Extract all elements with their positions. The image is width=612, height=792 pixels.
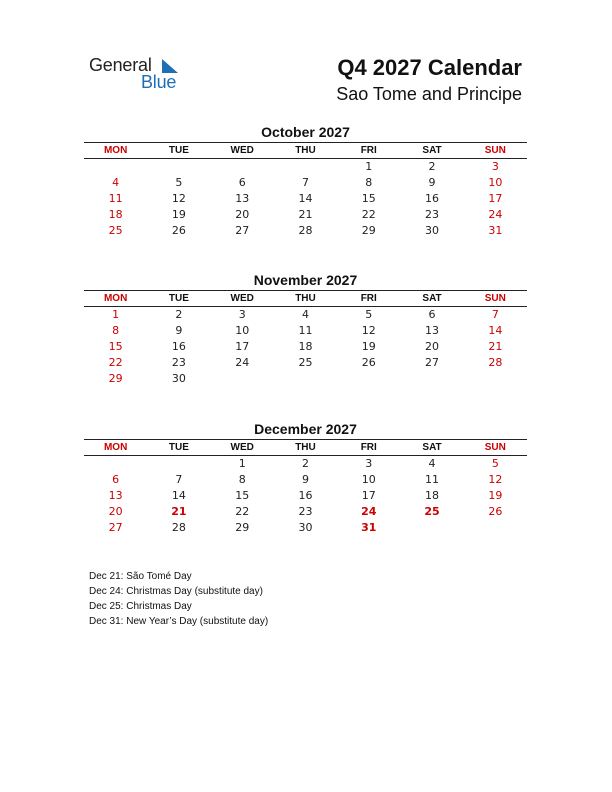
day-cell: 6 bbox=[238, 176, 246, 189]
day-cell: 22 bbox=[235, 505, 250, 518]
empty-day-cell bbox=[147, 456, 210, 472]
day-cell: 28 bbox=[488, 356, 503, 369]
day-cell: 11 bbox=[298, 324, 313, 337]
day-cell: 29 bbox=[361, 224, 376, 237]
month-title: October 2027 bbox=[261, 124, 350, 140]
day-cell: 27 bbox=[108, 521, 123, 534]
weekday-header: SAT bbox=[422, 293, 442, 304]
day-cell: 28 bbox=[298, 224, 313, 237]
day-cell: 30 bbox=[298, 521, 313, 534]
day-cell: 18 bbox=[298, 340, 313, 353]
day-cell: 3 bbox=[491, 160, 499, 173]
day-cell: 15 bbox=[235, 489, 250, 502]
day-cell: 23 bbox=[171, 356, 186, 369]
week-row bbox=[84, 323, 527, 339]
holiday-notes bbox=[89, 569, 268, 629]
weekday-header-row bbox=[84, 142, 527, 159]
day-cell: 14 bbox=[171, 489, 186, 502]
week-row bbox=[84, 175, 527, 191]
day-cell: 29 bbox=[235, 521, 250, 534]
weekday-header: FRI bbox=[360, 293, 377, 304]
day-cell: 16 bbox=[171, 340, 186, 353]
day-cell: 3 bbox=[238, 308, 246, 321]
empty-day-cell bbox=[464, 371, 527, 387]
day-cell: 15 bbox=[108, 340, 123, 353]
month-october bbox=[84, 124, 527, 239]
weekday-header: THU bbox=[295, 145, 316, 156]
day-cell: 16 bbox=[425, 192, 440, 205]
empty-day-cell bbox=[147, 159, 210, 175]
weekday-header: WED bbox=[230, 293, 254, 304]
day-cell: 14 bbox=[488, 324, 503, 337]
month-title: November 2027 bbox=[253, 272, 358, 288]
day-cell: 8 bbox=[112, 324, 120, 337]
day-cell: 13 bbox=[235, 192, 250, 205]
day-cell: 21 bbox=[298, 208, 313, 221]
day-cell: 1 bbox=[238, 457, 246, 470]
day-cell: 22 bbox=[361, 208, 376, 221]
day-cell: 5 bbox=[491, 457, 499, 470]
day-cell: 2 bbox=[428, 160, 436, 173]
empty-day-cell bbox=[400, 520, 463, 536]
day-cell: 14 bbox=[298, 192, 313, 205]
day-cell: 4 bbox=[112, 176, 120, 189]
day-cell: 7 bbox=[491, 308, 499, 321]
day-cell: 15 bbox=[361, 192, 376, 205]
generalblue-logo bbox=[89, 55, 199, 95]
empty-day-cell bbox=[274, 159, 337, 175]
weekday-header: TUE bbox=[168, 293, 189, 304]
weekday-header-row bbox=[84, 290, 527, 307]
weekday-header: SUN bbox=[484, 442, 506, 453]
day-cell: 2 bbox=[175, 308, 183, 321]
empty-day-cell bbox=[211, 159, 274, 175]
day-cell: 23 bbox=[425, 208, 440, 221]
logo-text-blue: Blue bbox=[141, 72, 177, 92]
weekday-header: THU bbox=[295, 293, 316, 304]
day-cell: 1 bbox=[112, 308, 120, 321]
weekday-header-row bbox=[84, 439, 527, 456]
day-cell: 1 bbox=[365, 160, 373, 173]
day-cell: 20 bbox=[425, 340, 440, 353]
day-cell: 6 bbox=[428, 308, 436, 321]
day-cell: 18 bbox=[425, 489, 440, 502]
day-cell: 21 bbox=[488, 340, 503, 353]
day-cell: 17 bbox=[488, 192, 503, 205]
day-cell: 9 bbox=[175, 324, 183, 337]
day-cell: 24 bbox=[361, 505, 377, 518]
day-cell: 6 bbox=[112, 473, 120, 486]
weekday-header: SAT bbox=[422, 442, 442, 453]
weekday-header: SUN bbox=[484, 293, 506, 304]
weekday-header: THU bbox=[295, 442, 316, 453]
day-cell: 23 bbox=[298, 505, 313, 518]
day-cell: 9 bbox=[301, 473, 309, 486]
weekday-header: MON bbox=[103, 145, 128, 156]
day-cell: 2 bbox=[301, 457, 309, 470]
day-cell: 7 bbox=[175, 473, 183, 486]
day-cell: 31 bbox=[488, 224, 503, 237]
day-cell: 18 bbox=[108, 208, 123, 221]
weekday-header: MON bbox=[103, 442, 128, 453]
day-cell: 3 bbox=[365, 457, 373, 470]
day-cell: 13 bbox=[108, 489, 123, 502]
day-cell: 5 bbox=[175, 176, 183, 189]
day-cell: 17 bbox=[235, 340, 250, 353]
day-cell: 19 bbox=[171, 208, 186, 221]
empty-day-cell bbox=[400, 371, 463, 387]
weekday-header: TUE bbox=[168, 442, 189, 453]
day-cell: 22 bbox=[108, 356, 123, 369]
weekday-header: SAT bbox=[422, 145, 442, 156]
day-cell: 28 bbox=[171, 521, 186, 534]
empty-day-cell bbox=[464, 520, 527, 536]
day-cell: 30 bbox=[171, 372, 186, 385]
logo-text-general: General bbox=[89, 55, 152, 75]
weekday-header: WED bbox=[230, 442, 254, 453]
day-cell: 25 bbox=[298, 356, 313, 369]
day-cell: 7 bbox=[301, 176, 309, 189]
day-cell: 12 bbox=[361, 324, 376, 337]
day-cell: 31 bbox=[361, 521, 377, 534]
holiday-note: Dec 21: São Tomé Day bbox=[89, 571, 192, 582]
empty-day-cell bbox=[274, 371, 337, 387]
day-cell: 10 bbox=[488, 176, 503, 189]
week-row bbox=[84, 456, 527, 472]
day-cell: 8 bbox=[238, 473, 246, 486]
day-cell: 19 bbox=[488, 489, 503, 502]
day-cell: 8 bbox=[365, 176, 373, 189]
day-cell: 5 bbox=[365, 308, 373, 321]
week-row bbox=[84, 159, 527, 175]
day-cell: 29 bbox=[108, 372, 123, 385]
week-row bbox=[84, 355, 527, 371]
day-cell: 11 bbox=[425, 473, 440, 486]
day-cell: 26 bbox=[361, 356, 376, 369]
day-cell: 20 bbox=[108, 505, 123, 518]
week-row bbox=[84, 223, 527, 239]
day-cell: 4 bbox=[428, 457, 436, 470]
empty-day-cell bbox=[84, 159, 147, 175]
day-cell: 25 bbox=[108, 224, 123, 237]
week-row bbox=[84, 191, 527, 207]
day-cell: 25 bbox=[424, 505, 440, 518]
day-cell: 27 bbox=[235, 224, 250, 237]
empty-day-cell bbox=[84, 456, 147, 472]
week-row bbox=[84, 488, 527, 504]
week-row bbox=[84, 472, 527, 488]
day-cell: 26 bbox=[488, 505, 503, 518]
week-row bbox=[84, 307, 527, 323]
empty-day-cell bbox=[337, 371, 400, 387]
day-cell: 4 bbox=[301, 308, 309, 321]
week-row bbox=[84, 339, 527, 355]
day-cell: 12 bbox=[488, 473, 503, 486]
day-cell: 19 bbox=[361, 340, 376, 353]
day-cell: 16 bbox=[298, 489, 313, 502]
empty-day-cell bbox=[211, 371, 274, 387]
week-row bbox=[84, 207, 527, 223]
page-subtitle: Sao Tome and Principe bbox=[336, 84, 522, 104]
day-cell: 20 bbox=[235, 208, 250, 221]
day-cell: 12 bbox=[171, 192, 186, 205]
week-row bbox=[84, 520, 527, 536]
day-cell: 30 bbox=[425, 224, 440, 237]
month-title: December 2027 bbox=[254, 421, 357, 437]
day-cell: 26 bbox=[171, 224, 186, 237]
day-cell: 10 bbox=[361, 473, 376, 486]
weekday-header: FRI bbox=[360, 442, 377, 453]
day-cell: 24 bbox=[488, 208, 503, 221]
page-title: Q4 2027 Calendar bbox=[337, 55, 522, 80]
weekday-header: MON bbox=[103, 293, 128, 304]
day-cell: 24 bbox=[235, 356, 250, 369]
month-december bbox=[84, 421, 527, 536]
week-row bbox=[84, 371, 527, 387]
month-november bbox=[84, 272, 527, 387]
day-cell: 11 bbox=[108, 192, 123, 205]
day-cell: 21 bbox=[171, 505, 187, 518]
weekday-header: TUE bbox=[168, 145, 189, 156]
holiday-note: Dec 25: Christmas Day bbox=[89, 601, 192, 612]
day-cell: 17 bbox=[361, 489, 376, 502]
weekday-header: FRI bbox=[360, 145, 377, 156]
day-cell: 10 bbox=[235, 324, 250, 337]
weekday-header: SUN bbox=[484, 145, 506, 156]
holiday-note: Dec 24: Christmas Day (substitute day) bbox=[89, 586, 263, 597]
holiday-note: Dec 31: New Year’s Day (substitute day) bbox=[89, 616, 269, 627]
week-row bbox=[84, 504, 527, 520]
weekday-header: WED bbox=[230, 145, 254, 156]
day-cell: 9 bbox=[428, 176, 436, 189]
day-cell: 13 bbox=[425, 324, 440, 337]
day-cell: 27 bbox=[425, 356, 440, 369]
